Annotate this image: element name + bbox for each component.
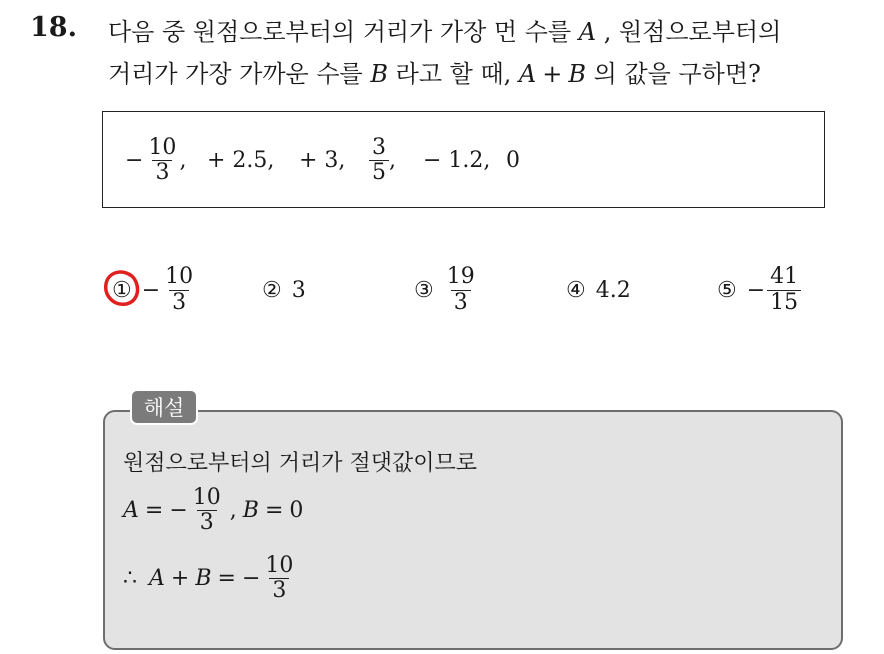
choice-value: 4.2 — [595, 277, 631, 303]
minus-sign: − — [746, 277, 766, 303]
explanation-line-1: 원점으로부터의 거리가 절댓값이므로 — [123, 451, 478, 476]
numerator: 41 — [770, 264, 799, 290]
equals-sign: = — [217, 566, 236, 592]
question-text: 라고 할 때, — [395, 60, 512, 88]
denominator: 3 — [451, 290, 471, 315]
choice-marker: ③ — [414, 277, 434, 303]
denominator: 3 — [152, 160, 172, 185]
fraction — [369, 136, 389, 185]
denominator: 15 — [767, 290, 801, 315]
plus-sign: + — [542, 60, 563, 88]
choice-marker: ④ — [566, 277, 586, 303]
choice-marker: ② — [262, 277, 282, 303]
variable-a: A — [149, 566, 165, 592]
explanation-tab-label: 해설 — [130, 389, 198, 425]
question-number: 18. — [30, 12, 77, 43]
minus-sign: − — [141, 277, 161, 303]
zero-value: 0 — [289, 498, 304, 524]
minus-sign: − — [241, 566, 261, 592]
value-item: + 2.5, — [207, 148, 275, 173]
separator: , — [389, 148, 396, 173]
numerator: 10 — [165, 264, 194, 290]
value-item: − 1.2, — [423, 148, 491, 173]
minus-sign: − — [125, 148, 144, 173]
variable-b: B — [195, 566, 212, 592]
value-item: 0 — [506, 148, 520, 173]
fraction — [190, 486, 224, 535]
denominator: 5 — [369, 160, 389, 185]
equals-sign: = — [144, 498, 164, 524]
variable-a: A — [578, 18, 597, 46]
choice-marker: ⑤ — [717, 277, 737, 303]
fraction — [444, 265, 478, 314]
value-item — [369, 112, 396, 209]
minus-sign: − — [169, 498, 188, 524]
fraction — [767, 265, 801, 314]
fraction — [262, 554, 296, 603]
value-item — [125, 112, 186, 209]
value-item: + 3, — [299, 148, 346, 173]
given-values-box — [102, 111, 825, 208]
variable-a: A — [123, 498, 139, 524]
choice-3[interactable] — [414, 260, 478, 320]
separator: , — [179, 148, 187, 173]
denominator: 3 — [169, 290, 189, 315]
denominator: 3 — [269, 578, 289, 603]
choice-value: 3 — [291, 277, 306, 303]
question-text: 거리가 가장 가까운 수를 — [108, 60, 363, 88]
equals-sign: = — [264, 498, 284, 524]
comma: , — [229, 498, 237, 524]
choice-4[interactable] — [566, 260, 631, 320]
plus-sign: + — [170, 566, 190, 592]
numerator: 19 — [446, 264, 475, 290]
variable-b: B — [242, 498, 259, 524]
choice-5[interactable] — [717, 260, 801, 320]
choice-2[interactable] — [262, 260, 306, 320]
numerator: 10 — [148, 134, 177, 160]
choice-1[interactable] — [112, 260, 196, 320]
numerator: 3 — [372, 134, 386, 160]
therefore-symbol: ∴ — [123, 566, 137, 592]
fraction — [145, 136, 179, 185]
question-text-line-1 — [108, 12, 781, 47]
numerator: 10 — [192, 485, 221, 510]
variable-a: A — [518, 60, 537, 88]
question-text-line-2 — [108, 54, 761, 89]
question-text: 의 값을 구하면? — [593, 60, 761, 88]
choice-marker: ① — [112, 277, 132, 303]
explanation-line-3 — [123, 554, 296, 603]
numerator: 10 — [265, 553, 294, 578]
question-text: , 원점으로부터의 — [603, 18, 782, 46]
denominator: 3 — [197, 510, 217, 535]
variable-b: B — [568, 60, 587, 88]
variable-b: B — [370, 60, 389, 88]
fraction — [162, 265, 196, 314]
question-text: 다음 중 원점으로부터의 거리가 가장 먼 수를 — [108, 18, 572, 46]
explanation-line-2 — [123, 486, 303, 535]
